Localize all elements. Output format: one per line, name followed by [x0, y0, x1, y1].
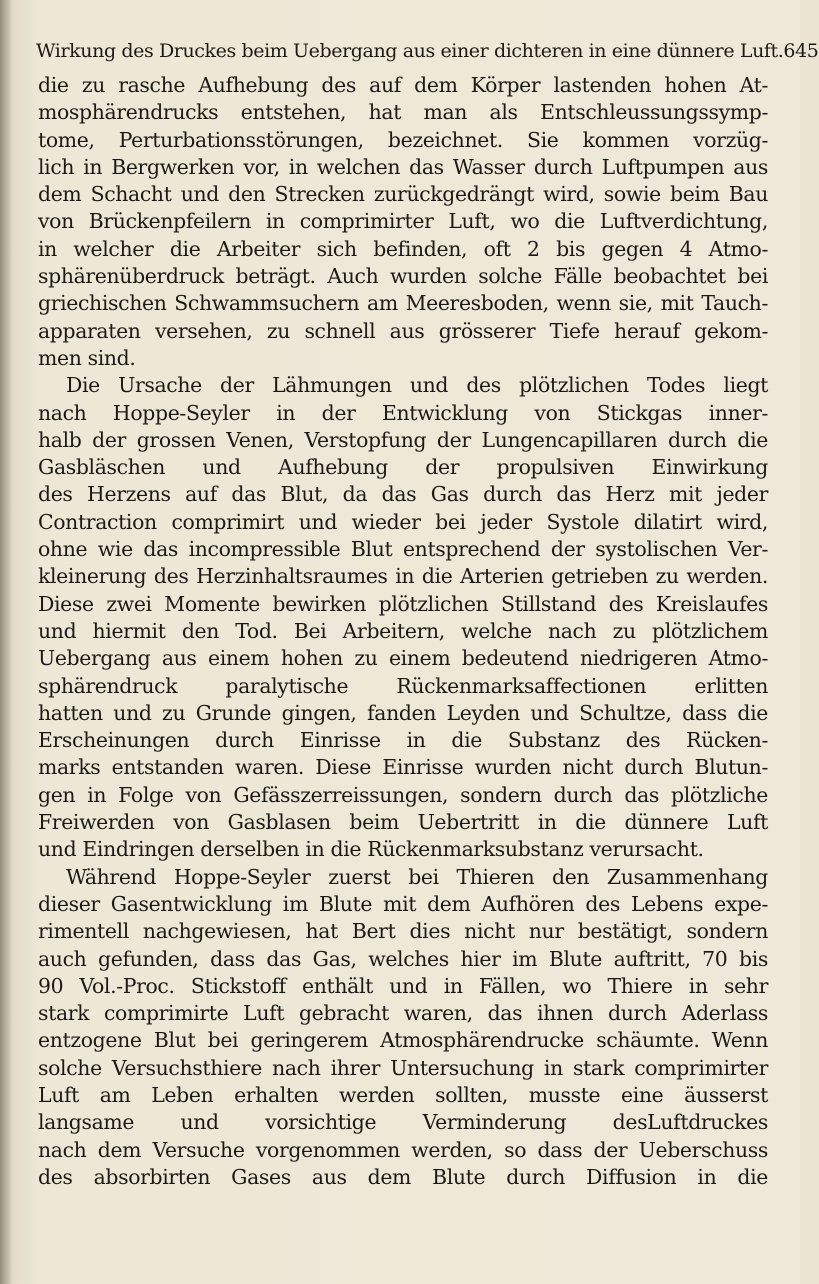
text-line: apparaten versehen, zu schnell aus grösserer Tiefe herauf gekom-	[38, 318, 768, 343]
text-line: ohne wie das incompressible Blut entsprechend der systolischen Ver-	[38, 537, 768, 562]
text-line: dem Schacht und den Strecken zurückgedrängt wird, sowie beim Bau	[38, 182, 768, 207]
text-line: von Brückenpfeilern in comprimirter Luft, wo die Luftverdichtung,	[38, 209, 768, 234]
header-title: Wirkung des Druckes beim Uebergang aus einer dichteren in eine dünnere Luft.	[36, 40, 784, 62]
running-header	[36, 40, 819, 62]
text-line: und Eindringen derselben in die Rückenmarksubstanz verursacht.	[38, 837, 704, 862]
text-line: stark comprimirte Luft gebracht waren, das ihnen durch Aderlass	[38, 1001, 768, 1026]
text-line: lich in Bergwerken vor, in welchen das Wasser durch Luftpumpen aus	[38, 154, 768, 179]
text-line: und hiermit den Tod. Bei Arbeitern, welche nach zu plötzlichem	[38, 618, 768, 643]
text-line: langsame und vorsichtige Verminderung desLuftdruckes	[38, 1110, 768, 1135]
body-text	[38, 72, 768, 1191]
text-line: gen in Folge von Gefässzerreissungen, sondern durch das plötzliche	[38, 782, 768, 807]
text-line: des Herzens auf das Blut, da das Gas durch das Herz mit jeder	[38, 482, 768, 507]
text-line: die zu rasche Aufhebung des auf dem Körper lastenden hohen At-	[38, 73, 768, 97]
text-line: Die Ursache der Lähmungen und des plötzlichen Todes liegt	[66, 373, 768, 398]
text-line: Uebergang aus einem hohen zu einem bedeutend niedrigeren Atmo-	[38, 646, 768, 671]
text-line: des absorbirten Gases aus dem Blute durch Diffusion in die	[38, 1164, 768, 1189]
text-line: entzogene Blut bei geringerem Atmosphärendrucke schäumte. Wenn	[38, 1028, 768, 1053]
text-line: in welcher die Arbeiter sich befinden, oft 2 bis gegen 4 Atmo-	[38, 236, 768, 261]
text-line: griechischen Schwammsuchern am Meeresboden, wenn sie, mit Tauch-	[38, 291, 768, 316]
text-line: solche Versuchsthiere nach ihrer Untersuchung in stark comprimirter	[38, 1055, 768, 1080]
page-binding-shadow	[0, 0, 12, 1284]
page-number: 645	[783, 40, 819, 62]
text-line: Diese zwei Momente bewirken plötzlichen Stillstand des Kreislaufes	[38, 591, 768, 616]
text-line: halb der grossen Venen, Verstopfung der Lungencapillaren durch die	[38, 427, 768, 452]
text-line: Gasbläschen und Aufhebung der propulsiven Einwirkung	[38, 455, 768, 480]
text-line: Contraction comprimirt und wieder bei jeder Systole dilatirt wird,	[38, 509, 768, 534]
text-line: dieser Gasentwicklung im Blute mit dem Aufhören des Lebens expe-	[38, 891, 768, 916]
text-line: kleinerung des Herzinhaltsraumes in die Arterien getrieben zu werden.	[38, 564, 768, 589]
text-line: mosphärendrucks entstehen, hat man als Entschleussungssymp-	[38, 100, 768, 125]
text-line: auch gefunden, dass das Gas, welches hier im Blute auftritt, 70 bis	[38, 946, 768, 971]
text-line: sphärendruck paralytische Rückenmarksaffectionen erlitten	[38, 673, 768, 698]
text-line: nach Hoppe-Seyler in der Entwicklung von Stickgas inner-	[38, 400, 768, 425]
text-line: marks entstanden waren. Diese Einrisse wurden nicht durch Blutun-	[38, 755, 768, 780]
text-line: men sind.	[38, 345, 136, 370]
text-line: rimentell nachgewiesen, hat Bert dies nicht nur bestätigt, sondern	[38, 919, 768, 944]
text-line: Freiwerden von Gasblasen beim Uebertritt in die dünnere Luft	[38, 810, 768, 835]
text-line: Luft am Leben erhalten werden sollten, musste eine äusserst	[38, 1082, 768, 1107]
text-line: 90 Vol.-Proc. Stickstoff enthält und in Fällen, wo Thiere in sehr	[38, 973, 768, 998]
text-line: hatten und zu Grunde gingen, fanden Leyden und Schultze, dass die	[38, 700, 768, 725]
text-line: nach dem Versuche vorgenommen werden, so dass der Ueberschuss	[38, 1137, 768, 1162]
text-line: Erscheinungen durch Einrisse in die Substanz des Rücken-	[38, 728, 768, 753]
text-line: tome, Perturbationsstörungen, bezeichnet. Sie kommen vorzüg-	[38, 127, 768, 152]
text-line: Während Hoppe-Seyler zuerst bei Thieren den Zusammenhang	[66, 864, 768, 889]
text-line: sphärenüberdruck beträgt. Auch wurden solche Fälle beobachtet bei	[38, 264, 768, 289]
